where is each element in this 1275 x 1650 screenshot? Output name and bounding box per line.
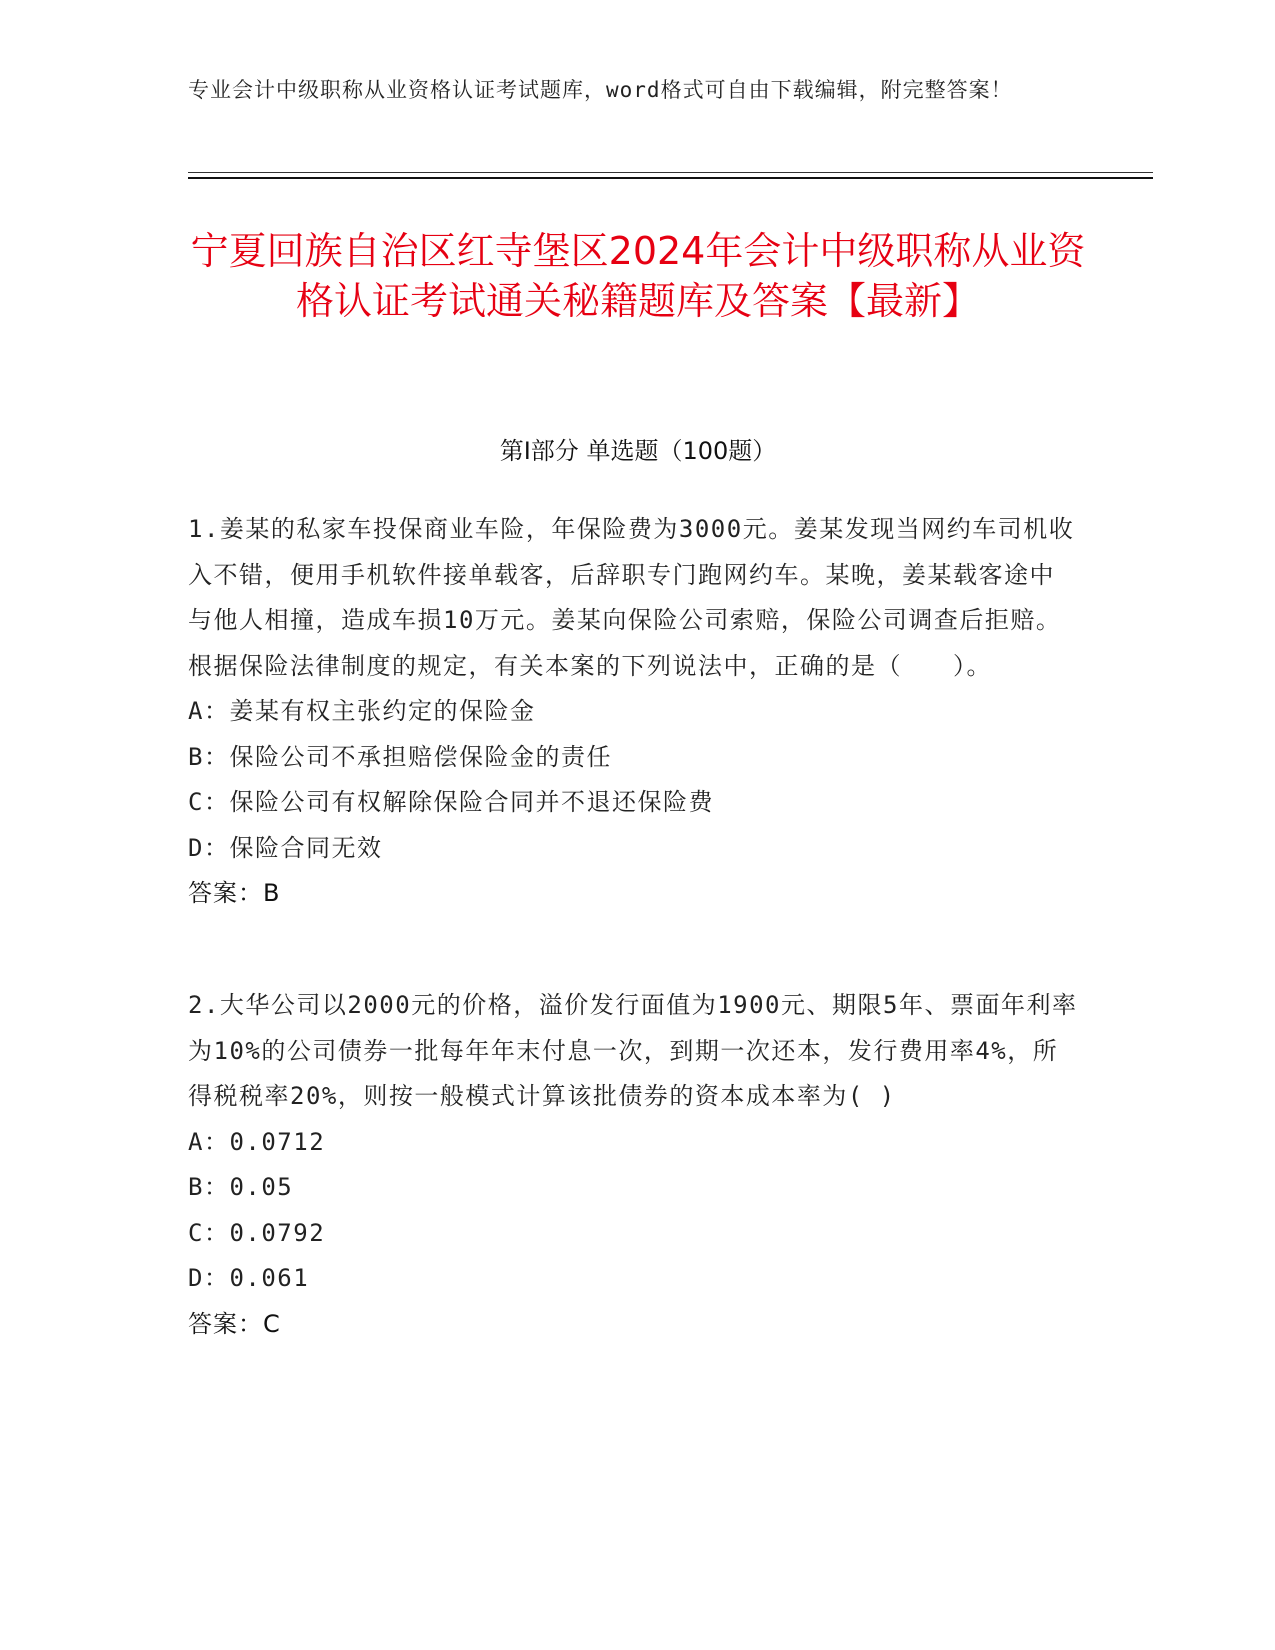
option-d: D：保险合同无效 [188, 833, 383, 862]
question-stem: 2.大华公司以2000元的价格，溢价发行面值为1900元、期限5年、票面年利率为10%的公司债券一批每年年末付息一次，到期一次还本，发行费用率4%，所得税税率20%，则按一般模式计算该批债券的资本成本率为( ) [188, 991, 1078, 1110]
option-a: A：姜某有权主张约定的保险金 [188, 697, 536, 725]
option-c: C：保险公司有权解除保险合同并不退还保险费 [188, 788, 714, 816]
header-divider-thick [188, 177, 1153, 179]
answer: 答案：C [188, 1309, 281, 1338]
section-heading: 第Ⅰ部分 单选题（100题） [499, 437, 777, 465]
option-c: C：0.0792 [188, 1218, 326, 1247]
option-b: B：保险公司不承担赔偿保险金的责任 [188, 742, 612, 771]
option-a: A：0.0712 [188, 1127, 326, 1156]
question-1 [188, 507, 1078, 916]
document-title: 宁夏回族自治区红寺堡区2024年会计中级职称从业资格认证考试通关秘籍题库及答案【最新】 [190, 229, 1086, 323]
option-b: B：0.05 [188, 1173, 294, 1201]
question-stem: 1.姜某的私家车投保商业车险，年保险费为3000元。姜某发现当网约车司机收入不错，便用手机软件接单载客，后辞职专门跑网约车。某晚，姜某载客途中与他人相撞，造成车损10万元。姜某向保险公司索赔，保险公司调查后拒赔。根据保险法律制度的规定，有关本案的下列说法中，正确的是（ ）。 [188, 515, 1075, 680]
option-d: D：0.061 [188, 1264, 310, 1292]
header-note: 专业会计中级职称从业资格认证考试题库，word格式可自由下载编辑，附完整答案！ [188, 78, 1013, 102]
header-divider-thin [188, 172, 1153, 173]
question-2 [188, 983, 1078, 1347]
answer: 答案：B [188, 879, 281, 907]
